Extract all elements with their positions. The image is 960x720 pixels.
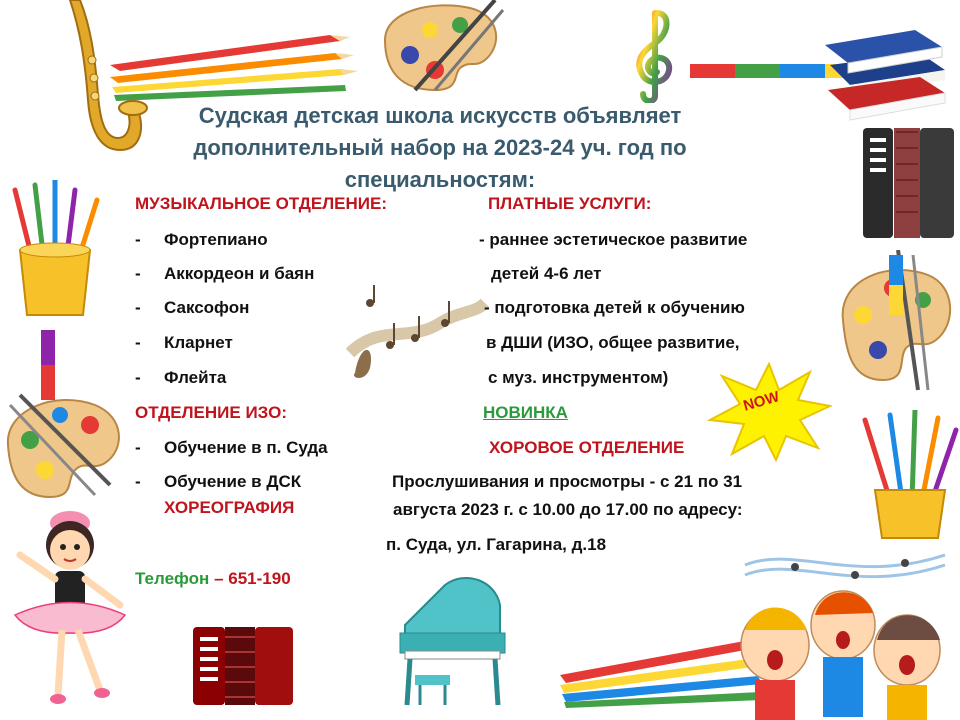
list-bullet: - — [135, 333, 141, 352]
title-line-3: специальностям: — [344, 167, 536, 192]
title-line-2: дополнительный набор на 2023-24 уч. год по — [193, 135, 687, 160]
phone-separator: – — [214, 569, 224, 588]
paid-service-line: - подготовка детей к обучению — [484, 298, 745, 317]
paid-service-line: с муз. инструментом) — [488, 368, 669, 387]
list-bullet: - — [135, 438, 141, 457]
treble-clef-icon — [625, 8, 685, 103]
bottom-accordion-icon — [188, 612, 298, 712]
phone-label: Телефон — [135, 569, 210, 588]
list-bullet: - — [135, 368, 141, 387]
art-item: Обучение в ДСК — [164, 472, 302, 491]
auditions-line-1: Прослушивания и просмотры - с 21 по 31 — [392, 472, 743, 491]
music-item: Аккордеон и баян — [164, 264, 315, 283]
music-notes-icon — [340, 283, 490, 388]
auditions-address: п. Суда, ул. Гагарина, д.18 — [386, 535, 607, 554]
ballerina-icon — [0, 495, 140, 720]
music-item: Кларнет — [164, 333, 233, 352]
right-frame-bar-icon — [886, 255, 906, 315]
books-icon — [820, 15, 950, 125]
list-bullet: - — [135, 472, 141, 491]
paid-service-line: в ДШИ (ИЗО, общее развитие, — [486, 333, 740, 352]
list-bullet: - — [135, 264, 141, 283]
list-bullet: - — [135, 298, 141, 317]
accordion-icon — [858, 118, 958, 248]
phone-number[interactable]: 651-190 — [228, 569, 291, 588]
art-department-heading: ОТДЕЛЕНИЕ ИЗО: — [135, 403, 287, 422]
music-item: Фортепиано — [164, 230, 268, 249]
palette-icon — [375, 0, 505, 95]
paid-service-line: - раннее эстетическое развитие — [479, 230, 748, 249]
choreography-heading: ХОРЕОГРАФИЯ — [164, 498, 295, 517]
music-item: Саксофон — [164, 298, 250, 317]
now-badge-star-icon — [706, 362, 832, 462]
list-bullet: - — [135, 230, 141, 249]
pencil-cup-icon — [5, 180, 105, 320]
music-department-heading: МУЗЫКАЛЬНОЕ ОТДЕЛЕНИЕ: — [135, 194, 387, 213]
piano-icon — [385, 565, 515, 715]
title-line-1: Судская детская школа искусств объявляет — [198, 103, 682, 128]
novelty-label: НОВИНКА — [483, 403, 568, 422]
music-item: Флейта — [164, 368, 227, 387]
page-title — [120, 100, 760, 196]
left-palette-icon — [0, 385, 130, 505]
auditions-line-2: августа 2023 г. с 10.00 до 17.00 по адресу: — [393, 500, 743, 519]
paid-services-heading: ПЛАТНЫЕ УСЛУГИ: — [488, 194, 652, 213]
art-item: Обучение в п. Суда — [164, 438, 328, 457]
choir-department: ХОРОВОЕ ОТДЕЛЕНИЕ — [489, 438, 685, 457]
right-pencil-cup-icon — [860, 410, 960, 540]
paid-service-line: детей 4-6 лет — [491, 264, 602, 283]
singing-children-icon — [735, 545, 955, 720]
now-badge: NOW — [741, 388, 782, 415]
phone-line — [135, 569, 291, 589]
